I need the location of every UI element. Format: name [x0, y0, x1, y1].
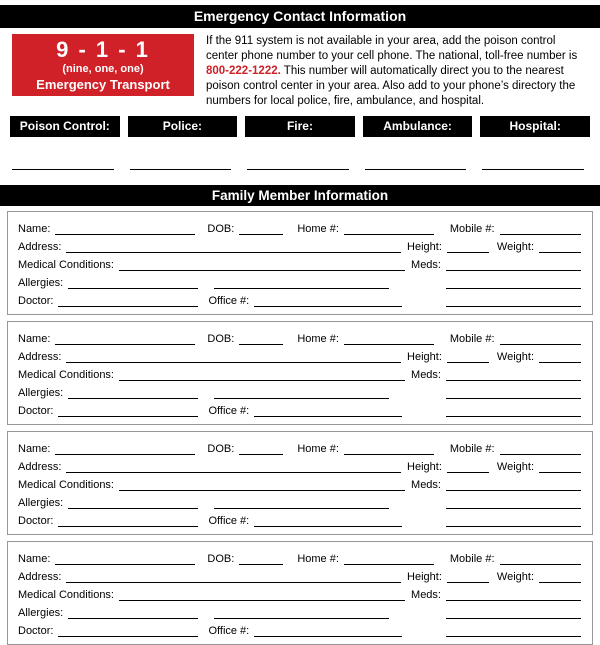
contact-column	[245, 116, 355, 170]
member-row-name	[18, 217, 581, 235]
dob-blank-line	[239, 442, 283, 455]
office-phone-label: Office #:	[208, 295, 250, 307]
home-phone-blank-line	[344, 442, 434, 455]
home-phone-label: Home #:	[297, 333, 339, 345]
poison-control-phone-number: 800-222-1222.	[206, 65, 281, 77]
contact-column	[128, 116, 238, 170]
contact-blank-line	[365, 157, 467, 170]
height-blank-line	[447, 570, 489, 583]
nine-one-one-number: 9 - 1 - 1	[56, 37, 150, 62]
nine-one-one-caption: Emergency Transport System	[36, 77, 170, 109]
medical-conditions-label: Medical Conditions:	[18, 259, 114, 271]
meds-continued-blank-line-2	[446, 514, 581, 527]
height-label: Height:	[407, 461, 442, 473]
doctor-label: Doctor:	[18, 295, 54, 307]
allergies-label: Allergies:	[18, 497, 64, 509]
meds-continued-blank-line	[446, 496, 581, 509]
doctor-label: Doctor:	[18, 405, 54, 417]
meds-label: Meds:	[411, 369, 441, 381]
meds-label: Meds:	[411, 479, 441, 491]
name-blank-line	[55, 442, 195, 455]
weight-label: Weight:	[496, 241, 534, 253]
office-phone-blank-line	[254, 294, 402, 307]
nine-one-one-words: (nine, one, one)	[62, 63, 144, 75]
family-section-title: Family Member Information	[0, 185, 600, 206]
address-blank-line	[66, 350, 401, 363]
home-phone-label: Home #:	[297, 443, 339, 455]
address-blank-line	[66, 570, 401, 583]
height-blank-line	[447, 240, 489, 253]
meds-continued-blank-line-2	[446, 404, 581, 417]
medical-conditions-blank-line	[119, 478, 405, 491]
intro-paragraph	[206, 34, 588, 109]
mobile-phone-blank-line	[500, 332, 581, 345]
office-phone-blank-line	[254, 624, 402, 637]
contact-label: Police:	[128, 116, 238, 137]
mobile-phone-blank-line	[500, 442, 581, 455]
name-label: Name:	[18, 333, 51, 345]
weight-label: Weight:	[496, 571, 534, 583]
meds-continued-blank-line	[446, 386, 581, 399]
doctor-blank-line	[58, 514, 198, 527]
medical-conditions-blank-line	[119, 258, 405, 271]
member-row-name	[18, 547, 581, 565]
mobile-phone-blank-line	[500, 222, 581, 235]
contact-column	[480, 116, 590, 170]
contact-blank-line	[130, 157, 232, 170]
office-phone-blank-line	[254, 404, 402, 417]
office-phone-label: Office #:	[208, 515, 250, 527]
contact-label: Hospital:	[480, 116, 590, 137]
contact-blank-line	[12, 157, 114, 170]
office-phone-label: Office #:	[208, 405, 250, 417]
nine-one-one-box	[12, 34, 194, 109]
contact-column	[363, 116, 473, 170]
contact-label: Ambulance:	[363, 116, 473, 137]
mobile-phone-blank-line	[500, 552, 581, 565]
dob-blank-line	[239, 552, 283, 565]
allergies-blank-line	[68, 606, 198, 619]
member-row-doctor	[18, 509, 581, 527]
dob-blank-line	[239, 222, 283, 235]
address-blank-line	[66, 460, 401, 473]
meds-label: Meds:	[411, 589, 441, 601]
allergies-label: Allergies:	[18, 387, 64, 399]
member-row-allergies	[18, 381, 581, 399]
dob-label: DOB:	[207, 223, 235, 235]
intro-section	[12, 34, 588, 109]
allergies-blank-line	[68, 496, 198, 509]
home-phone-label: Home #:	[297, 553, 339, 565]
address-label: Address:	[18, 351, 62, 363]
weight-label: Weight:	[496, 351, 534, 363]
office-phone-blank-line	[254, 514, 402, 527]
home-phone-blank-line	[344, 222, 434, 235]
address-label: Address:	[18, 461, 62, 473]
contact-column	[10, 116, 120, 170]
dob-label: DOB:	[207, 553, 235, 565]
height-blank-line	[447, 460, 489, 473]
doctor-label: Doctor:	[18, 515, 54, 527]
member-row-name	[18, 327, 581, 345]
intro-paragraph-end: This number will automatically direct you to the nearest poison control center in your area. Also add to your phone’s directory the numbers for local police, fire, ambulance, and hospital.	[206, 65, 576, 107]
meds-continued-blank-line-2	[446, 624, 581, 637]
meds-blank-line	[446, 588, 581, 601]
contact-labels-row	[10, 116, 590, 170]
allergies-continued-blank-line	[214, 276, 389, 289]
allergies-blank-line	[68, 386, 198, 399]
member-row-allergies	[18, 601, 581, 619]
home-phone-blank-line	[344, 332, 434, 345]
medical-conditions-label: Medical Conditions:	[18, 589, 114, 601]
weight-blank-line	[539, 240, 581, 253]
meds-continued-blank-line	[446, 276, 581, 289]
family-member-box	[7, 321, 593, 425]
doctor-blank-line	[58, 404, 198, 417]
height-blank-line	[447, 350, 489, 363]
contact-blank-line	[247, 157, 349, 170]
meds-continued-blank-line	[446, 606, 581, 619]
meds-blank-line	[446, 368, 581, 381]
weight-blank-line	[539, 460, 581, 473]
member-row-medical	[18, 473, 581, 491]
address-blank-line	[66, 240, 401, 253]
dob-label: DOB:	[207, 333, 235, 345]
contact-label: Fire:	[245, 116, 355, 137]
member-row-medical	[18, 363, 581, 381]
allergies-continued-blank-line	[214, 496, 389, 509]
allergies-continued-blank-line	[214, 606, 389, 619]
intro-paragraph-start: If the 911 system is not available in your area, add the poison control center phone number to your cell phone. The national, toll-free number is	[206, 35, 578, 62]
height-label: Height:	[407, 241, 442, 253]
family-members	[7, 211, 593, 645]
name-blank-line	[55, 222, 195, 235]
contact-label: Poison Control:	[10, 116, 120, 137]
medical-conditions-blank-line	[119, 588, 405, 601]
weight-label: Weight:	[496, 461, 534, 473]
dob-blank-line	[239, 332, 283, 345]
medical-conditions-label: Medical Conditions:	[18, 479, 114, 491]
name-label: Name:	[18, 553, 51, 565]
weight-blank-line	[539, 350, 581, 363]
member-row-medical	[18, 253, 581, 271]
member-row-address	[18, 565, 581, 583]
meds-label: Meds:	[411, 259, 441, 271]
emergency-form-page	[0, 5, 600, 645]
address-label: Address:	[18, 241, 62, 253]
allergies-label: Allergies:	[18, 277, 64, 289]
allergies-label: Allergies:	[18, 607, 64, 619]
member-row-address	[18, 455, 581, 473]
doctor-label: Doctor:	[18, 625, 54, 637]
family-member-box	[7, 211, 593, 315]
home-phone-blank-line	[344, 552, 434, 565]
height-label: Height:	[407, 571, 442, 583]
member-row-medical	[18, 583, 581, 601]
mobile-phone-label: Mobile #:	[449, 223, 495, 235]
allergies-blank-line	[68, 276, 198, 289]
doctor-blank-line	[58, 624, 198, 637]
member-row-allergies	[18, 271, 581, 289]
medical-conditions-blank-line	[119, 368, 405, 381]
member-row-doctor	[18, 289, 581, 307]
height-label: Height:	[407, 351, 442, 363]
medical-conditions-label: Medical Conditions:	[18, 369, 114, 381]
name-label: Name:	[18, 223, 51, 235]
member-row-doctor	[18, 399, 581, 417]
dob-label: DOB:	[207, 443, 235, 455]
member-row-address	[18, 345, 581, 363]
family-member-box	[7, 431, 593, 535]
meds-continued-blank-line-2	[446, 294, 581, 307]
home-phone-label: Home #:	[297, 223, 339, 235]
name-label: Name:	[18, 443, 51, 455]
member-row-doctor	[18, 619, 581, 637]
name-blank-line	[55, 332, 195, 345]
meds-blank-line	[446, 258, 581, 271]
allergies-continued-blank-line	[214, 386, 389, 399]
office-phone-label: Office #:	[208, 625, 250, 637]
weight-blank-line	[539, 570, 581, 583]
member-row-name	[18, 437, 581, 455]
address-label: Address:	[18, 571, 62, 583]
mobile-phone-label: Mobile #:	[449, 443, 495, 455]
family-member-box	[7, 541, 593, 645]
doctor-blank-line	[58, 294, 198, 307]
member-row-allergies	[18, 491, 581, 509]
mobile-phone-label: Mobile #:	[449, 333, 495, 345]
page-title: Emergency Contact Information	[0, 5, 600, 28]
member-row-address	[18, 235, 581, 253]
mobile-phone-label: Mobile #:	[449, 553, 495, 565]
meds-blank-line	[446, 478, 581, 491]
name-blank-line	[55, 552, 195, 565]
contact-blank-line	[482, 157, 584, 170]
